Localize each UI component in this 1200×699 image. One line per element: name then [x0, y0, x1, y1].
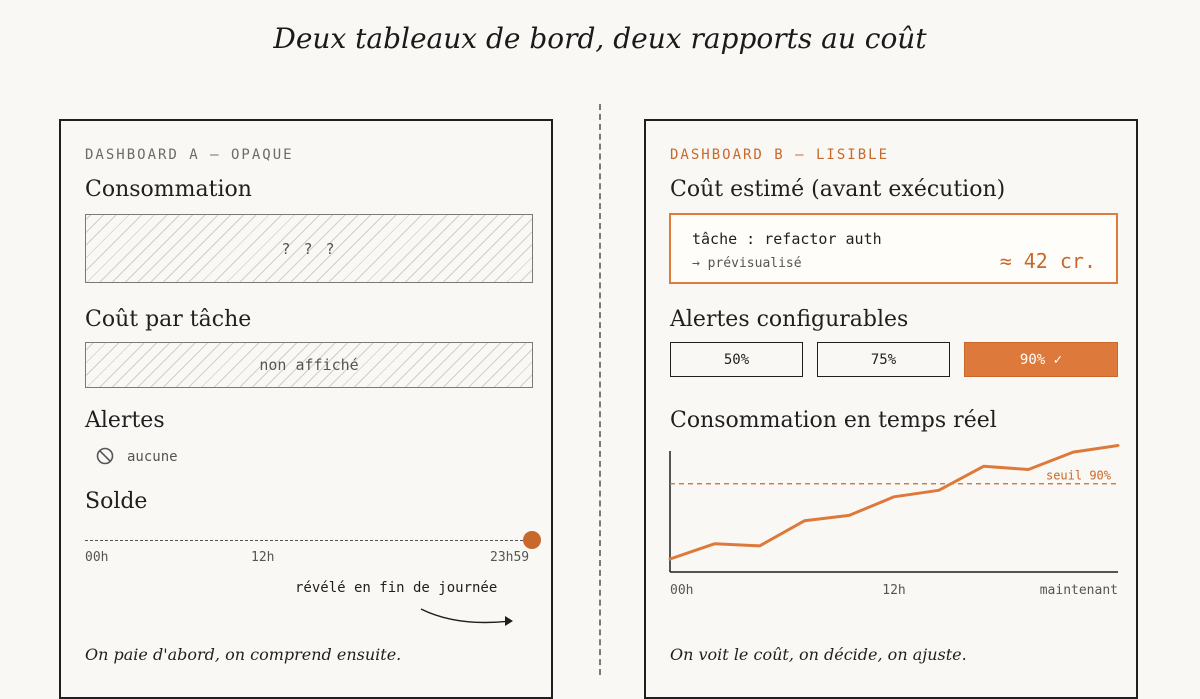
no-alerts-icon	[95, 446, 115, 466]
timeline-label-start: 00h	[85, 550, 109, 565]
alert-75-button[interactable]: 75%	[817, 342, 950, 377]
cost-hidden-box: non affiché	[85, 342, 533, 388]
estimate-value: ≈ 42 cr.	[999, 249, 1096, 273]
panel-divider	[599, 104, 601, 675]
dashboard-a-kicker: DASHBOARD A — OPAQUE	[85, 147, 294, 163]
consumption-heading: Consommation	[85, 177, 252, 202]
consumption-hidden-box: ? ? ?	[85, 214, 533, 283]
x-tick-label: 00h	[670, 583, 694, 598]
threshold-label: seuil 90%	[1045, 468, 1111, 483]
page-title: Deux tableaux de bord, deux rapports au coût	[273, 22, 927, 55]
preview-label: → prévisualisé	[692, 256, 802, 271]
estimate-card	[669, 213, 1118, 284]
x-tick-labels	[670, 583, 1118, 598]
curved-arrow-icon	[417, 601, 517, 633]
timeline-label-mid: 12h	[251, 550, 275, 565]
task-label: tâche : refactor auth	[692, 230, 882, 248]
timeline-label-end: 23h59	[490, 550, 530, 565]
balance-timeline	[85, 540, 533, 543]
consumption-series-line	[670, 446, 1118, 560]
dashboard-b-footer: On voit le coût, on décide, on ajuste.	[670, 645, 967, 664]
dashboard-b-kicker: DASHBOARD B — LISIBLE	[670, 147, 890, 163]
realtime-chart	[646, 439, 1136, 601]
estimate-heading: Coût estimé (avant exécution)	[670, 177, 1006, 202]
dashboard-b-panel	[644, 119, 1138, 699]
alerts-heading: Alertes	[85, 408, 165, 433]
configurable-alerts-heading: Alertes configurables	[670, 307, 909, 332]
realtime-heading: Consommation en temps réel	[670, 408, 997, 433]
x-tick-label: 12h	[882, 583, 906, 598]
alerts-value: aucune	[127, 449, 178, 465]
balance-heading: Solde	[85, 489, 148, 514]
dashboard-a-footer: On paie d'abord, on comprend ensuite.	[85, 645, 402, 664]
reveal-note: révélé en fin de journée	[295, 580, 498, 596]
alert-90-button[interactable]: 90% ✓	[964, 342, 1118, 377]
alert-50-button[interactable]: 50%	[670, 342, 803, 377]
cost-per-task-heading: Coût par tâche	[85, 307, 252, 332]
x-tick-label: maintenant	[1039, 583, 1118, 598]
balance-reveal-dot	[523, 531, 541, 549]
dashboard-a-panel	[59, 119, 553, 699]
